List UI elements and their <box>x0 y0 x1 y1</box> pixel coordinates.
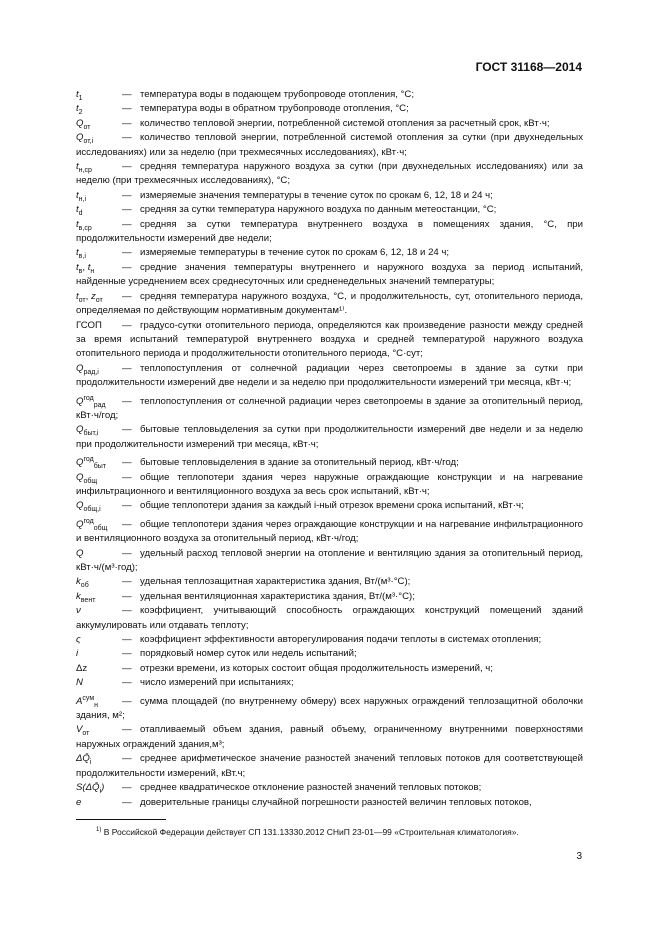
definition-entry <box>76 723 583 752</box>
definition-text: общие теплопотери здания через ограждающие конструкции и на нагревание инфильтрационного и вентиляционного воздуха за отопительный период, кВт·ч/год; <box>76 518 583 545</box>
definition-entry <box>76 423 583 452</box>
definition-text: средняя температура наружного воздуха, °С, и продолжительность, сут, отопительного периода, определяемая по действующим нормативным документам¹⁾. <box>76 290 583 317</box>
definition-dash: — <box>122 662 132 674</box>
definition-text: удельная теплозащитная характеристика здания, Вт/(м³·°С); <box>140 576 411 588</box>
definition-text: теплопоступления от солнечной радиации через светопроемы в здание за отопительный период, кВт·ч/год; <box>76 395 583 421</box>
definition-entry <box>76 261 583 290</box>
definition-symbol: $S(\Delta Q̄_i)$ <box>76 782 105 795</box>
definition-entry <box>76 246 583 260</box>
definition-dash: — <box>122 132 132 144</box>
definition-symbol: $k_{вент}$ <box>76 590 96 604</box>
definition-entry <box>76 290 583 319</box>
definition-text: число измерений при испытаниях; <box>140 677 294 689</box>
definition-text: порядковый номер суток или недель испытаний; <box>140 648 357 660</box>
definition-entry <box>76 633 583 647</box>
definition-entry <box>76 218 583 247</box>
definition-symbol: $t_{в,ср}$ <box>76 218 92 232</box>
definition-entry <box>76 362 583 391</box>
definition-text: температура воды в обратном трубопроводе отопления, °С; <box>140 103 409 115</box>
definition-text: теплопоступления от солнечной радиации через светопроемы в здание за сутки при продолжительности измерений две недели и за неделю при продолжительности измерений три месяца, кВт·ч; <box>76 362 583 389</box>
definition-symbol: ν <box>76 605 81 617</box>
definition-text: бытовые тепловыделения за сутки при продолжительности измерений две недели и за неделю при продолжительности измерений три месяца, кВт·ч; <box>76 424 583 450</box>
definition-entry <box>76 781 583 795</box>
definition-entry <box>76 319 583 362</box>
definition-text: количество тепловой энергии, потребленной системой отопления за сутки (при двухнедельных исследованиях) или за неделю (при трехмесячных исследованиях), кВт·ч; <box>76 132 583 158</box>
definition-symbol: $k_{об}$ <box>76 576 89 590</box>
definition-text: общие теплопотери здания за каждый i-ный отрезок времени срока испытаний, кВт·ч; <box>140 500 524 512</box>
definition-entry <box>76 189 583 203</box>
definition-text: доверительные границы случайной погрешности разностей величин тепловых потоков, <box>140 796 532 808</box>
definition-dash: — <box>122 247 132 259</box>
definition-dash: — <box>122 724 132 736</box>
definition-symbol: $t_{в,i}$ <box>76 247 86 261</box>
definition-symbol: $t_d$ <box>76 204 83 218</box>
definition-text: количество тепловой энергии, потребленной системой отопления за расчетный срок, кВт·ч; <box>140 117 550 129</box>
definition-dash: — <box>122 189 132 201</box>
definition-entry <box>76 131 583 160</box>
definition-entry <box>76 391 583 424</box>
definition-symbol: $t_{н,i}$ <box>76 189 87 203</box>
definition-entry <box>76 117 583 131</box>
definition-symbol: $t_2$ <box>76 103 83 117</box>
page-number: 3 <box>576 851 582 862</box>
definition-entry <box>76 647 583 661</box>
definition-symbol: e <box>76 796 82 808</box>
definition-text: общие теплопотери здания через наружные ограждающие конструкции и на нагревание инфильтрационного и вентиляционного воздуха за весь срок испытаний, кВт·ч; <box>76 471 583 497</box>
definition-text: измеряемые температуры в течение суток по срокам 6, 12, 18 и 24 ч; <box>140 247 450 259</box>
definition-entry <box>76 102 583 116</box>
definition-dash: — <box>122 547 132 559</box>
definition-entry <box>76 590 583 604</box>
definition-symbol: ГСОП <box>76 319 102 331</box>
definition-text: коэффициент, учитывающий способность ограждающих конструкций помещений зданий аккумулировать или отдавать теплоту; <box>76 605 583 631</box>
definition-entry <box>76 452 583 470</box>
footnote-text: В Российской Федерации действует СП 131.13330.2012 СНиП 23-01—99 «Строительная климатология». <box>103 827 519 837</box>
definition-text: средняя температура наружного воздуха за сутки (при двухнедельных исследованиях) или за неделю (при трехмесячных исследованиях), °С; <box>76 161 583 187</box>
definition-entry <box>76 604 583 633</box>
definition-symbol: $t_в$, $t_н$ <box>76 261 95 275</box>
definition-symbol: $A^{сум}_н$ <box>76 694 99 709</box>
definition-symbol: $Q_{общ}$ <box>76 471 98 485</box>
definition-entry <box>76 88 583 102</box>
definition-dash: — <box>122 634 132 646</box>
definition-symbol: $Q_{быт,i}$ <box>76 424 99 438</box>
definition-text: сумма площадей (по внутреннему обмеру) всех наружных ограждений теплозащитной оболочки здания, м²; <box>76 695 583 722</box>
definition-symbol: $Q_{от,i}$ <box>76 132 94 146</box>
definition-dash: — <box>122 89 132 100</box>
footnote-marker: 1) <box>96 827 102 834</box>
definition-entry <box>76 203 583 217</box>
definition-dash: — <box>122 605 132 617</box>
definition-dash: — <box>122 500 132 512</box>
definition-text: отрезки времени, из которых состоит общая продолжительность измерений, ч; <box>140 662 493 674</box>
definition-symbol: Q <box>76 547 84 559</box>
definition-symbol: $Q^{год}_{общ}$ <box>76 517 108 532</box>
definition-dash: — <box>122 518 132 530</box>
definition-dash: — <box>122 576 132 588</box>
definition-text: средняя за сутки температура внутреннего воздуха в помещениях здания, °С, при продолжительности измерений две недели; <box>76 218 583 245</box>
definition-text: температура воды в подающем трубопроводе отопления, °С; <box>140 89 415 100</box>
definition-symbol: $Q_{от}$ <box>76 117 91 131</box>
definition-text: среднее арифметическое значение разностей значений тепловых потоков для соответствующей продолжительности измерений, кВт.ч; <box>76 753 583 779</box>
definition-dash: — <box>122 161 132 173</box>
definition-entry <box>76 499 583 513</box>
definition-symbol: $Q^{год}_{быт}$ <box>76 455 106 471</box>
definition-symbol: ς <box>76 634 81 646</box>
definition-entry <box>76 547 583 576</box>
definition-symbol: $V_{от}$ <box>76 724 90 738</box>
definition-dash: — <box>122 677 132 689</box>
definition-dash: — <box>122 117 132 129</box>
definition-symbol: $\Delta Q̄_i$ <box>76 753 92 767</box>
definition-dash: — <box>122 261 132 273</box>
definition-dash: — <box>122 753 132 765</box>
definition-entry <box>76 575 583 589</box>
definition-entry <box>76 796 583 810</box>
definition-text: удельная вентиляционная характеристика здания, Вт/(м³·°С); <box>140 590 415 602</box>
definition-text: коэффициент эффективности авторегулирования подачи теплоты в системах отопления; <box>140 634 542 646</box>
definition-symbol: $t_{от}$, $z_{от}$ <box>76 290 103 304</box>
definition-dash: — <box>122 290 132 302</box>
footnote <box>96 827 586 837</box>
definition-dash: — <box>122 424 132 436</box>
definition-entry <box>76 662 583 676</box>
definition-symbol: $Q_{рад,i}$ <box>76 362 99 376</box>
definition-dash: — <box>122 204 132 216</box>
definition-dash: — <box>122 362 132 374</box>
definition-symbol: Δz <box>76 662 88 674</box>
definition-text: среднее квадратическое отклонение разностей значений тепловых потоков; <box>140 782 482 794</box>
definition-text: средняя за сутки температура наружного воздуха по данным метеостанции, °С; <box>140 204 497 216</box>
definition-text: бытовые тепловыделения в здание за отопительный период, кВт·ч/год; <box>140 457 459 469</box>
definition-symbol: $Q^{год}_{рад}$ <box>76 394 106 409</box>
definition-symbol: i <box>76 648 79 660</box>
definition-dash: — <box>122 648 132 660</box>
definition-entry <box>76 676 583 690</box>
definition-entry <box>76 514 583 547</box>
definition-dash: — <box>122 590 132 602</box>
definition-dash: — <box>122 796 132 808</box>
document-header: ГОСТ 31168—2014 <box>475 60 582 74</box>
definition-text: средние значения температуры внутреннего и наружного воздуха за период испытаний, найденные усреднением всех среднесуточных или средненедельных значений температуры; <box>76 261 583 288</box>
definition-dash: — <box>122 695 132 707</box>
definition-entry <box>76 160 583 189</box>
definition-dash: — <box>122 218 132 230</box>
definition-symbol: $t_{н,ср}$ <box>76 161 92 174</box>
definition-entry <box>76 691 583 724</box>
definition-dash: — <box>122 782 132 794</box>
definition-symbol: $Q_{общ,i}$ <box>76 500 101 514</box>
definition-text: измеряемые значения температуры в течение суток по срокам 6, 12, 18 и 24 ч; <box>140 189 493 201</box>
definition-dash: — <box>122 103 132 115</box>
definition-symbol: $t_1$ <box>76 89 83 102</box>
definitions-list <box>76 88 583 810</box>
definition-dash: — <box>122 395 132 407</box>
definition-text: градусо-сутки отопительного периода, определяются как произведение разности между средней за время испытаний температурой внутреннего воздуха и средней температурой наружного воздуха отопительного периода и продолжительности отопительного периода, °С·сут; <box>76 319 583 360</box>
definition-entry <box>76 471 583 500</box>
definition-dash: — <box>122 319 132 331</box>
definition-dash: — <box>122 457 132 469</box>
definition-text: удельный расход тепловой энергии на отопление и вентиляцию здания за отопительный период, кВт·ч/(м³·год); <box>76 547 583 573</box>
definition-symbol: N <box>76 677 83 689</box>
footnote-divider <box>76 819 166 820</box>
definition-text: отапливаемый объем здания, равный объему, ограниченному внутренними поверхностями наружных ограждений здания,м³; <box>76 724 583 750</box>
definition-entry <box>76 752 583 781</box>
definition-dash: — <box>122 471 132 483</box>
